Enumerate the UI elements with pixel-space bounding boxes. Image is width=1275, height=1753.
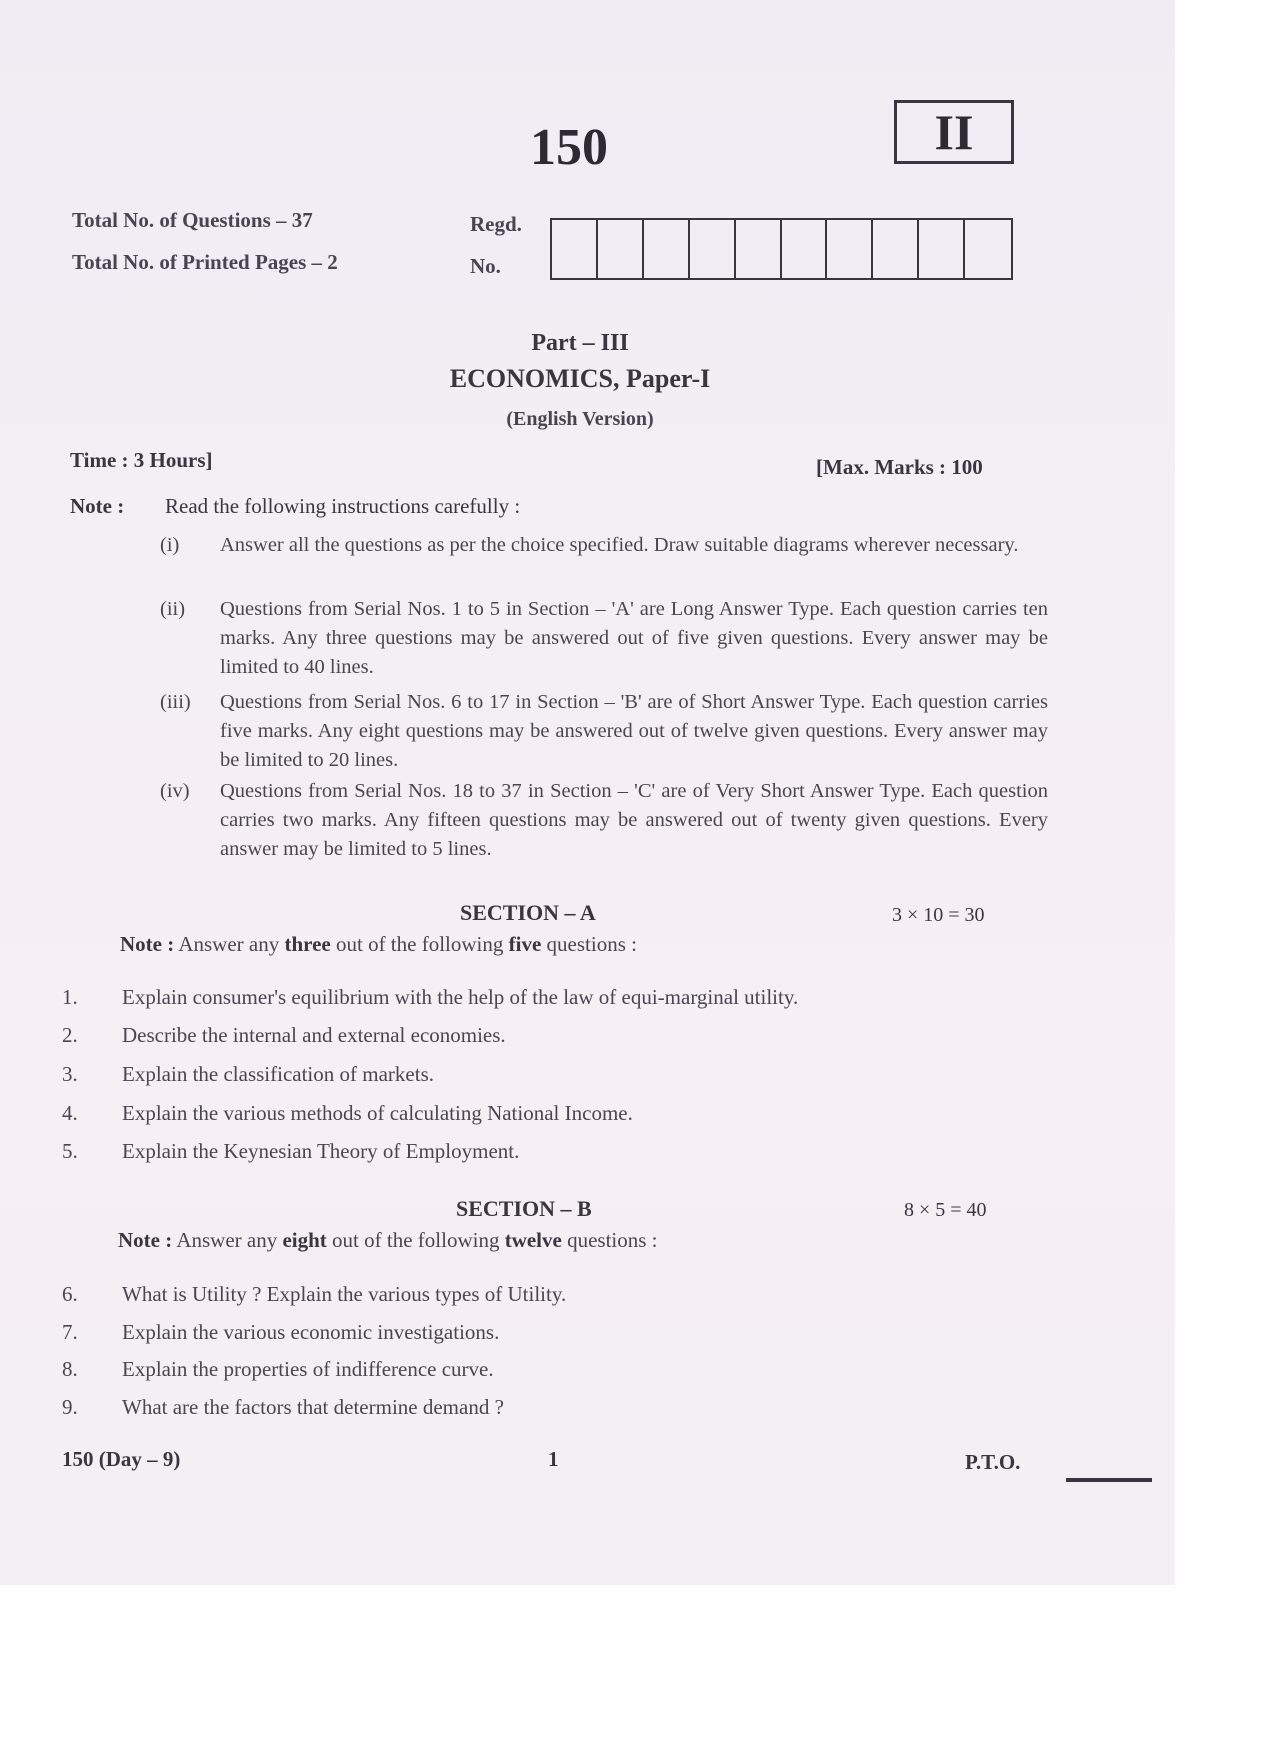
question-number: 9. (62, 1395, 78, 1419)
version-heading: (English Version) (506, 408, 654, 430)
question-number: 8. (62, 1357, 78, 1381)
section-b-note-post: questions : (567, 1228, 658, 1252)
section-a-note-mid: out of the following (335, 932, 504, 956)
instructions-label: Note : (70, 494, 125, 518)
total-questions: Total No. of Questions – 37 (72, 208, 313, 232)
question-text: Describe the internal and external economies. (122, 1023, 506, 1047)
section-b-marks: 8 × 5 = 40 (904, 1199, 987, 1221)
question-text: What is Utility ? Explain the various types of Utility. (122, 1282, 567, 1306)
regd-digit-box[interactable] (965, 220, 1011, 278)
regd-digit-box[interactable] (736, 220, 782, 278)
section-b-note (118, 1228, 658, 1253)
instruction-number: (ii) (160, 598, 186, 620)
section-b-note-count: twelve (504, 1228, 562, 1252)
pto-label: P.T.O. (965, 1450, 1021, 1474)
question-text: Explain the various methods of calculating National Income. (122, 1101, 633, 1125)
section-b-note-mid: out of the following (332, 1228, 500, 1252)
question-text: Explain the various economic investigations. (122, 1320, 500, 1344)
regd-digit-box[interactable] (919, 220, 965, 278)
section-b-note-any: eight (282, 1228, 327, 1252)
instruction-number: (iii) (160, 691, 191, 713)
instruction-text: Questions from Serial Nos. 18 to 37 in Section – 'C' are of Very Short Answer Type. Each question carries two marks. Any fifteen questions may be answered out of twenty given questions. Every answer may be limited to 5 lines. (220, 780, 1048, 860)
section-b-note-pre: Answer any (176, 1228, 278, 1252)
regd-digit-box[interactable] (690, 220, 736, 278)
instruction-item (160, 595, 1048, 682)
footer-code: 150 (Day – 9) (62, 1447, 181, 1471)
scan-mark (1066, 1478, 1152, 1482)
total-pages: Total No. of Printed Pages – 2 (72, 250, 338, 274)
instructions-intro: Read the following instructions carefully : (165, 494, 521, 518)
instruction-text: Answer all the questions as per the choice specified. Draw suitable diagrams wherever necessary. (220, 534, 1019, 556)
question-text: Explain the Keynesian Theory of Employment. (122, 1139, 520, 1163)
section-a-note-label: Note : (120, 932, 175, 956)
section-b-title: SECTION – B (456, 1196, 592, 1221)
instruction-number: (iv) (160, 780, 190, 802)
question-number: 7. (62, 1320, 78, 1344)
regd-digit-box[interactable] (644, 220, 690, 278)
question-text: Explain the classification of markets. (122, 1062, 434, 1086)
set-code: II (934, 104, 974, 160)
question-text: Explain consumer's equilibrium with the help of the law of equi-marginal utility. (122, 985, 799, 1009)
instruction-number: (i) (160, 534, 180, 556)
instruction-item (160, 531, 1048, 560)
section-a-note (120, 932, 637, 957)
page-number: 1 (548, 1447, 559, 1471)
question-number: 5. (62, 1139, 78, 1163)
part-heading: Part – III (531, 330, 629, 356)
subject-heading: ECONOMICS, Paper-I (449, 364, 711, 393)
instruction-item (160, 777, 1048, 864)
regd-digit-box[interactable] (552, 220, 598, 278)
section-a-note-post: questions : (546, 932, 637, 956)
regd-digit-box[interactable] (598, 220, 644, 278)
regd-no-label: No. (470, 254, 501, 278)
instruction-text: Questions from Serial Nos. 6 to 17 in Section – 'B' are of Short Answer Type. Each question carries five marks. Any eight questions may be answered out of twelve given questions. Every answer may be limited to 20 lines. (220, 691, 1048, 771)
question-number: 3. (62, 1062, 78, 1086)
question-text: Explain the properties of indifference curve. (122, 1357, 494, 1381)
section-a-note-any: three (284, 932, 331, 956)
question-number: 6. (62, 1282, 78, 1306)
paper-code: 150 (530, 119, 608, 176)
registration-number-boxes[interactable] (550, 218, 1013, 280)
set-code-box (894, 100, 1014, 164)
section-a-note-count: five (508, 932, 542, 956)
question-number: 1. (62, 985, 78, 1009)
max-marks: [Max. Marks : 100 (816, 455, 983, 479)
regd-digit-box[interactable] (782, 220, 828, 278)
question-number: 2. (62, 1023, 78, 1047)
section-b-note-label: Note : (118, 1228, 173, 1252)
instruction-text: Questions from Serial Nos. 1 to 5 in Section – 'A' are Long Answer Type. Each question carries ten marks. Any three questions may be answered out of five given questions. Every answer may be limited to 40 lines. (220, 598, 1048, 678)
time-allowed: Time : 3 Hours] (70, 448, 213, 472)
regd-digit-box[interactable] (873, 220, 919, 278)
regd-digit-box[interactable] (827, 220, 873, 278)
section-a-note-pre: Answer any (178, 932, 280, 956)
regd-label: Regd. (470, 212, 522, 236)
section-a-title: SECTION – A (460, 900, 596, 925)
section-a-marks: 3 × 10 = 30 (892, 904, 985, 926)
question-text: What are the factors that determine demand ? (122, 1395, 504, 1419)
question-number: 4. (62, 1101, 78, 1125)
instruction-item (160, 688, 1048, 775)
